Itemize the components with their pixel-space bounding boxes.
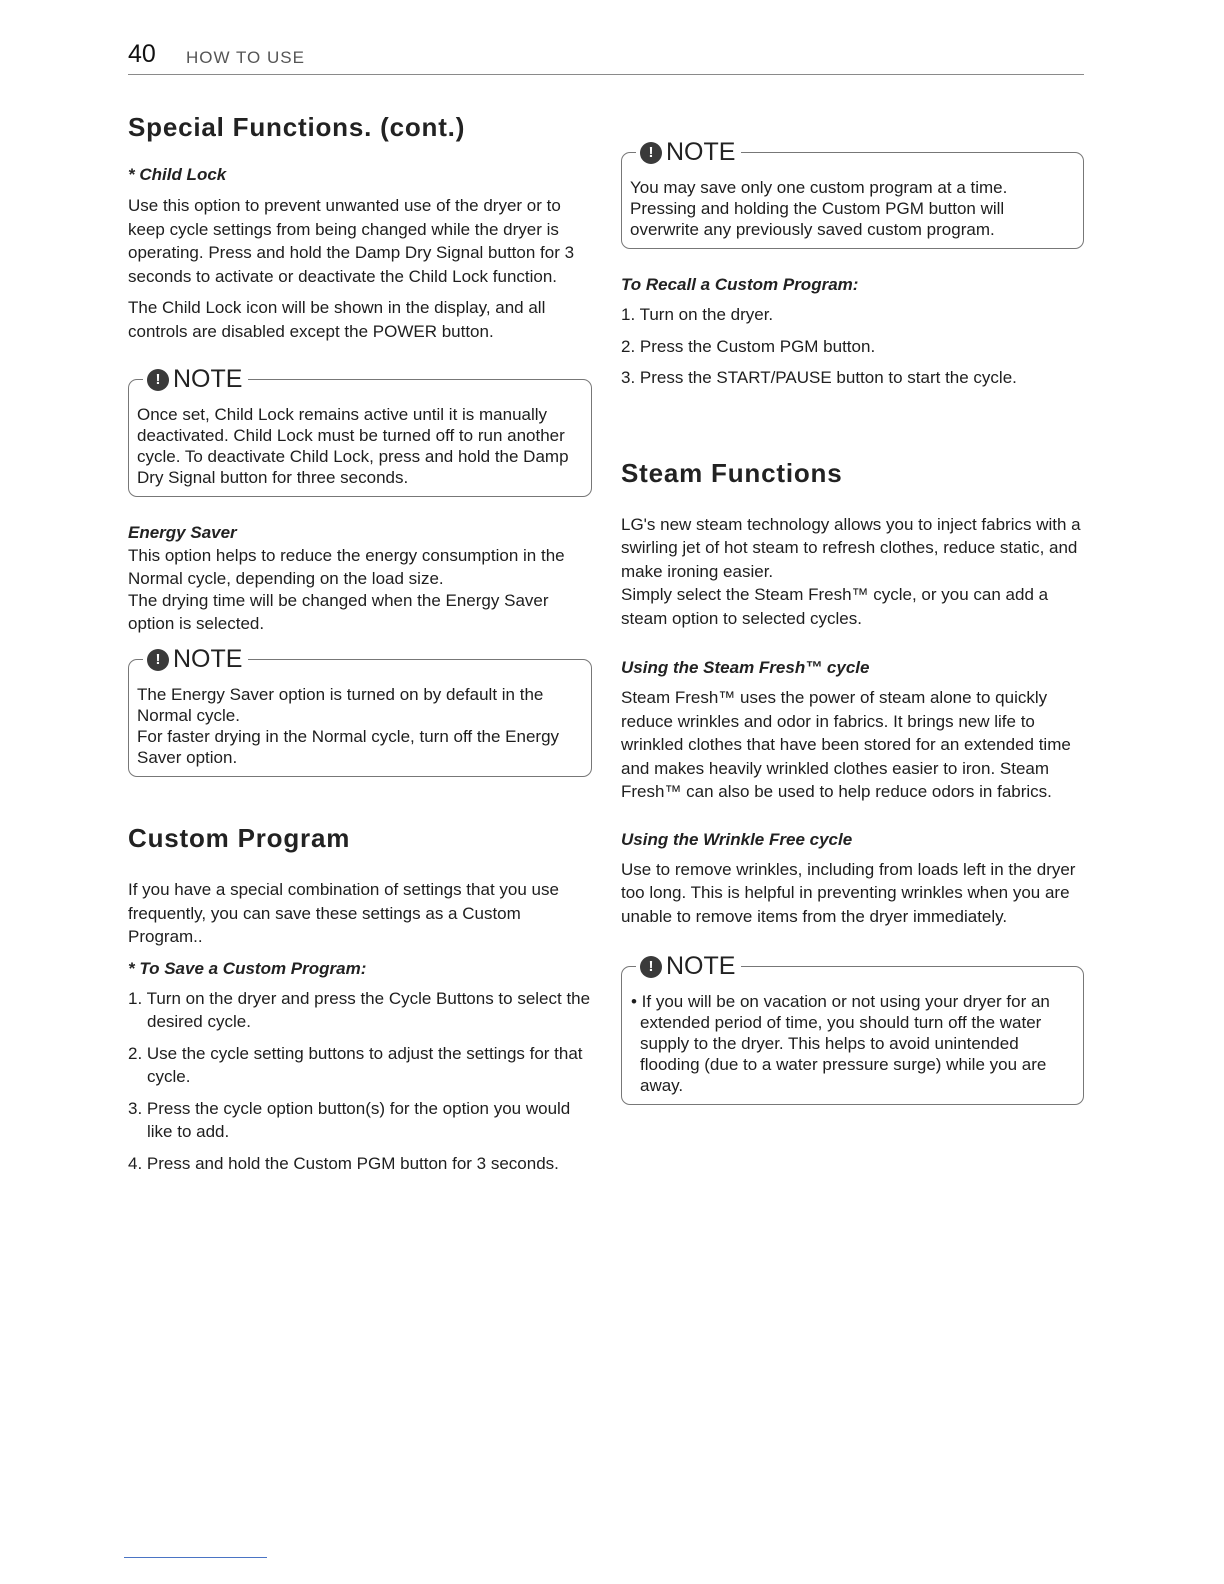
info-icon: ! bbox=[640, 956, 662, 978]
section-title: HOW TO USE bbox=[186, 48, 305, 67]
list-item: 4. Press and hold the Custom PGM button for 3 seconds. bbox=[128, 1153, 559, 1173]
steam-functions-title: Steam Functions bbox=[621, 457, 843, 488]
left-column bbox=[128, 112, 592, 1183]
special-functions-title: Special Functions. (cont.) bbox=[128, 112, 466, 142]
energy-saver-heading: Energy Saver bbox=[128, 523, 237, 542]
note-text: • If you will be on vacation or not using your dryer for an extended period of time, you should turn off the water supply to the dryer. This helps to avoid unintended flooding (due to a water pressure surge) while you are away. bbox=[631, 992, 1050, 1095]
note-text: Once set, Child Lock remains active until it is manually deactivated. Child Lock must be turned off to run another cycle. To deactivate Child Lock, press and hold the Damp Dry Signal button for three seconds. bbox=[137, 405, 569, 487]
energy-saver-paragraph-2: The drying time will be changed when the Energy Saver option is selected. bbox=[128, 591, 549, 633]
steam-fresh-heading: Using the Steam Fresh™ cycle bbox=[621, 658, 870, 677]
note-vacation bbox=[621, 952, 1084, 1105]
note-title bbox=[143, 365, 248, 394]
note-text: You may save only one custom program at a time. Pressing and holding the Custom PGM button will overwrite any previously saved custom program. bbox=[630, 178, 1008, 239]
list-item: 2. Press the Custom PGM button. bbox=[621, 336, 876, 356]
wrinkle-free-heading: Using the Wrinkle Free cycle bbox=[621, 829, 853, 849]
footer-divider bbox=[124, 1557, 267, 1558]
recall-steps-list bbox=[621, 303, 1084, 390]
list-item: 1. Turn on the dryer. bbox=[621, 305, 774, 324]
page-header bbox=[128, 40, 1084, 75]
note-label: NOTE bbox=[173, 645, 243, 673]
wrinkle-free-paragraph: Use to remove wrinkles, including from loads left in the dryer too long. This is helpful in preventing wrinkles when you are unable to remove items from the dryer immediately. bbox=[621, 859, 1076, 926]
info-icon: ! bbox=[147, 369, 169, 391]
energy-saver-paragraph-1: This option helps to reduce the energy consumption in the Normal cycle, depending on the load size. bbox=[128, 546, 565, 588]
note-energy-saver bbox=[128, 645, 592, 777]
steam-fresh-paragraph: Steam Fresh™ uses the power of steam alone to quickly reduce wrinkles and odor in fabrics. It brings new life to wrinkled clothes that have been stored for an extended time and makes heavily wrinkled clothes easier to iron. Steam Fresh™ can also be used to help reduce odors in fabrics. bbox=[621, 688, 1071, 801]
child-lock-paragraph-2: The Child Lock icon will be shown in the display, and all controls are disabled except the POWER button. bbox=[128, 298, 546, 341]
note-title bbox=[636, 952, 741, 981]
note-text-line-2: For faster drying in the Normal cycle, turn off the Energy Saver option. bbox=[137, 727, 560, 767]
steam-paragraph-1: LG's new steam technology allows you to inject fabrics with a swirling jet of hot steam to refresh clothes, reduce static, and make ironing easier. bbox=[621, 514, 1081, 581]
steam-paragraph-2: Simply select the Steam Fresh™ cycle, or you can add a steam option to selected cycles. bbox=[621, 585, 1049, 628]
note-custom-program bbox=[621, 138, 1084, 249]
right-column bbox=[621, 138, 1084, 1105]
save-steps-list bbox=[128, 987, 592, 1176]
info-icon: ! bbox=[147, 649, 169, 671]
note-title bbox=[143, 645, 248, 674]
save-custom-program-heading: * To Save a Custom Program: bbox=[128, 958, 367, 978]
list-item: 3. Press the START/PAUSE button to start the cycle. bbox=[621, 368, 1017, 387]
note-text-line-1: The Energy Saver option is turned on by default in the Normal cycle. bbox=[137, 685, 544, 725]
note-child-lock bbox=[128, 365, 592, 497]
child-lock-paragraph-1: Use this option to prevent unwanted use of the dryer or to keep cycle settings from being changed while the dryer is operating. Press and hold the Damp Dry Signal button for 3 seconds to activate or deactivate the Child Lock function. bbox=[128, 196, 575, 286]
note-label: NOTE bbox=[666, 952, 736, 980]
child-lock-heading: * Child Lock bbox=[128, 165, 227, 184]
custom-program-intro: If you have a special combination of settings that you use frequently, you can save these settings as a Custom Program.. bbox=[128, 880, 559, 946]
custom-program-title: Custom Program bbox=[128, 823, 351, 853]
recall-custom-program-heading: To Recall a Custom Program: bbox=[621, 275, 859, 294]
page-number: 40 bbox=[128, 40, 156, 68]
list-item: 1. Turn on the dryer and press the Cycle Buttons to select the desired cycle. bbox=[128, 988, 591, 1031]
info-icon: ! bbox=[640, 142, 662, 164]
note-title bbox=[636, 138, 741, 167]
list-item: 3. Press the cycle option button(s) for the option you would like to add. bbox=[128, 1098, 571, 1141]
note-label: NOTE bbox=[666, 138, 736, 166]
note-label: NOTE bbox=[173, 365, 243, 393]
list-item: 2. Use the cycle setting buttons to adjust the settings for that cycle. bbox=[128, 1043, 583, 1086]
